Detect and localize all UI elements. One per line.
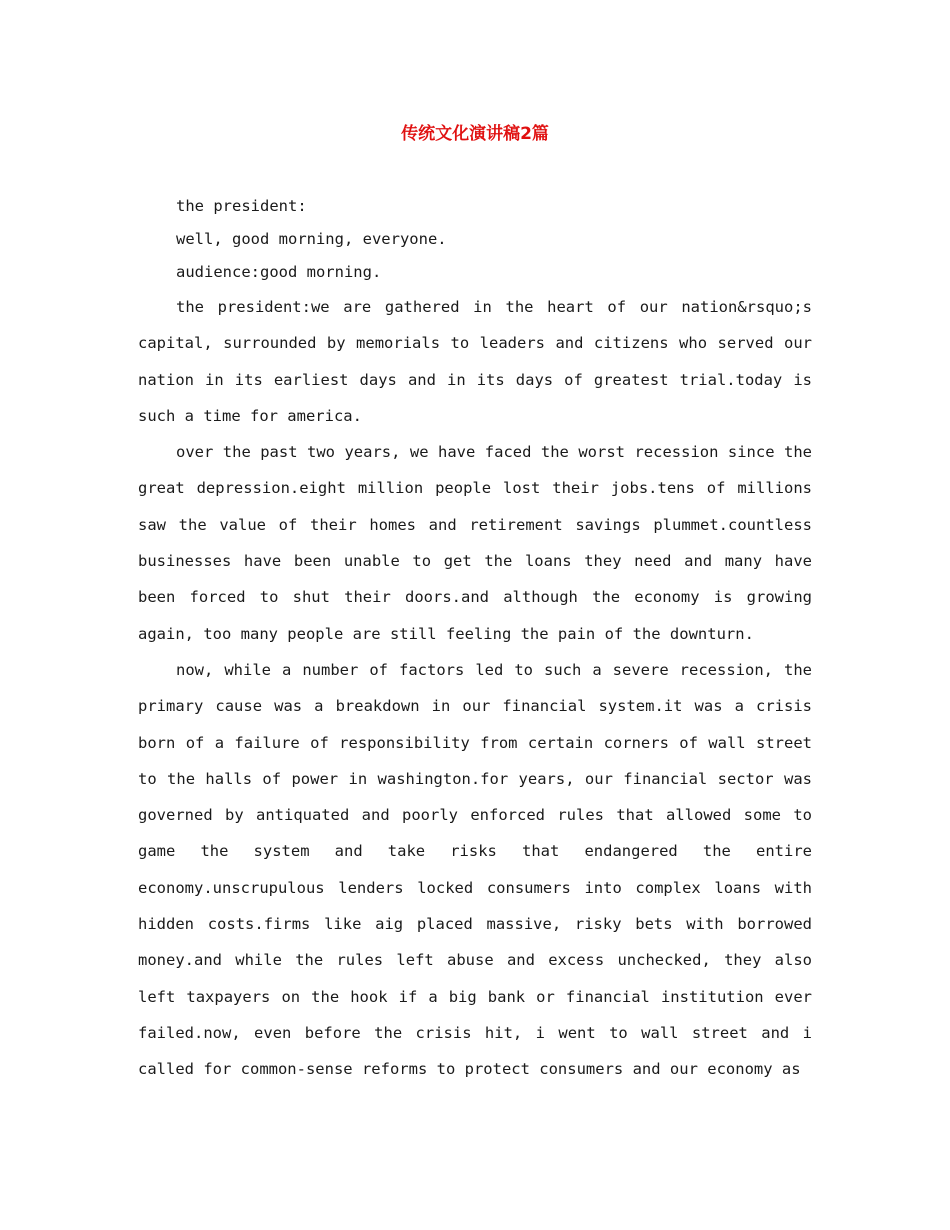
audience-line: audience:good morning. [176,263,382,281]
speaker-line: the president: [176,197,307,215]
document-title: 传统文化演讲稿2篇 [401,124,549,144]
greeting-line: well, good morning, everyone. [176,230,447,248]
paragraph-3: now, while a number of factors led to such a severe recession, the primary cause was a breakdown in our financial system.it was a crisis born of a failure of responsibility from certain corners of wall street to the halls of power in washington.for years, our financial sector was governed by antiquated and poorly enforced rules that allowed some to game the system and take risks that endangered the entire economy.unscrupulous lenders locked consumers into complex loans with hidden costs.firms like aig placed massive, risky bets with borrowed money.and while the rules left abuse and excess unchecked, they also left taxpayers on the hook if a big bank or financial institution ever failed.now, even before the crisis hit, i went to wall street and i called for common-sense reforms to protect consumers and our economy as [138,660,812,1079]
document-body [138,190,812,1088]
paragraph-1: the president:we are gathered in the heart of our nation&rsquo;s capital, surrounded by memorials to leaders and citizens who served our nation in its earliest days and in its days of greatest trial.today is such a time for america. [138,298,812,425]
paragraph-2: over the past two years, we have faced the worst recession since the great depression.eight million people lost their jobs.tens of millions saw the value of their homes and retirement savings plummet.countless businesses have been unable to get the loans they need and many have been forced to shut their doors.and although the economy is growing again, too many people are still feeling the pain of the downturn. [138,443,812,643]
